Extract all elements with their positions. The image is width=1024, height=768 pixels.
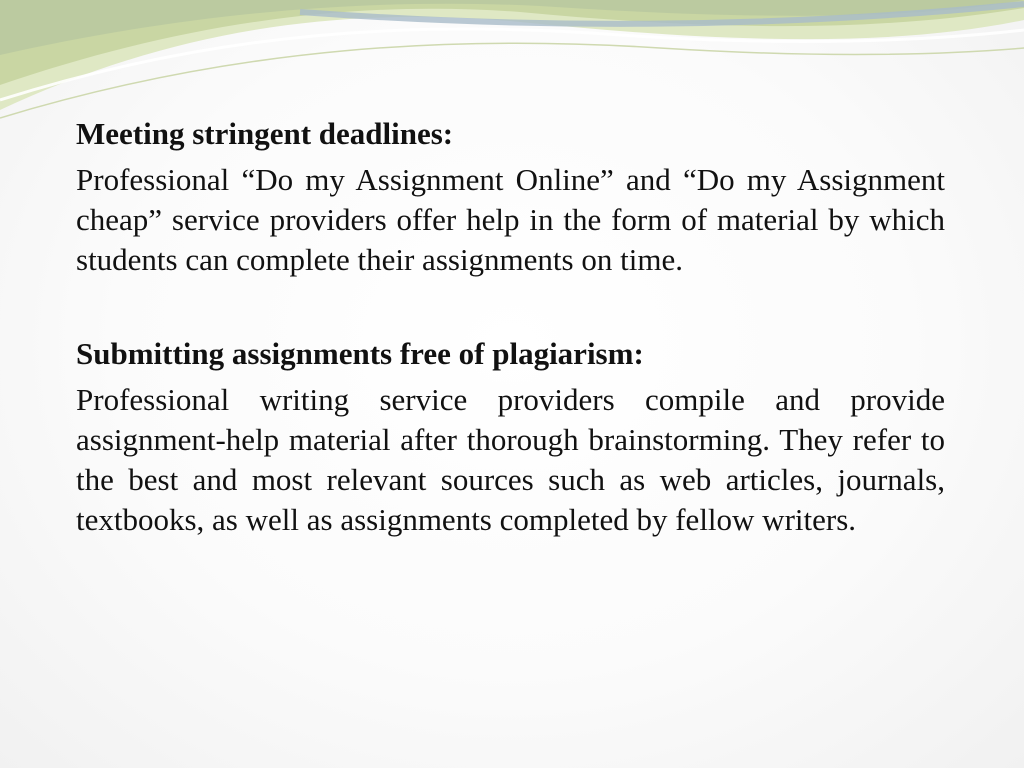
section-heading-plagiarism: Submitting assignments free of plagiarism: xyxy=(76,336,644,371)
section-heading-deadlines: Meeting stringent deadlines: xyxy=(76,116,454,151)
section-body-deadlines: Professional “Do my Assignment Online” and “Do my Assignment cheap” service providers offer help in the form of material by which students can complete their assignments on time. xyxy=(76,162,945,277)
header-wave-decoration xyxy=(0,0,1024,130)
section-spacer xyxy=(76,280,945,332)
section-body-plagiarism: Professional writing service providers compile and provide assignment-help material after thorough brainstorming. They refer to the best and most relevant sources such as web articles, journals, textbooks, as well as assignments completed by fellow writers. xyxy=(76,382,945,537)
slide-body xyxy=(76,112,945,540)
wave-line-thin xyxy=(0,43,1024,118)
